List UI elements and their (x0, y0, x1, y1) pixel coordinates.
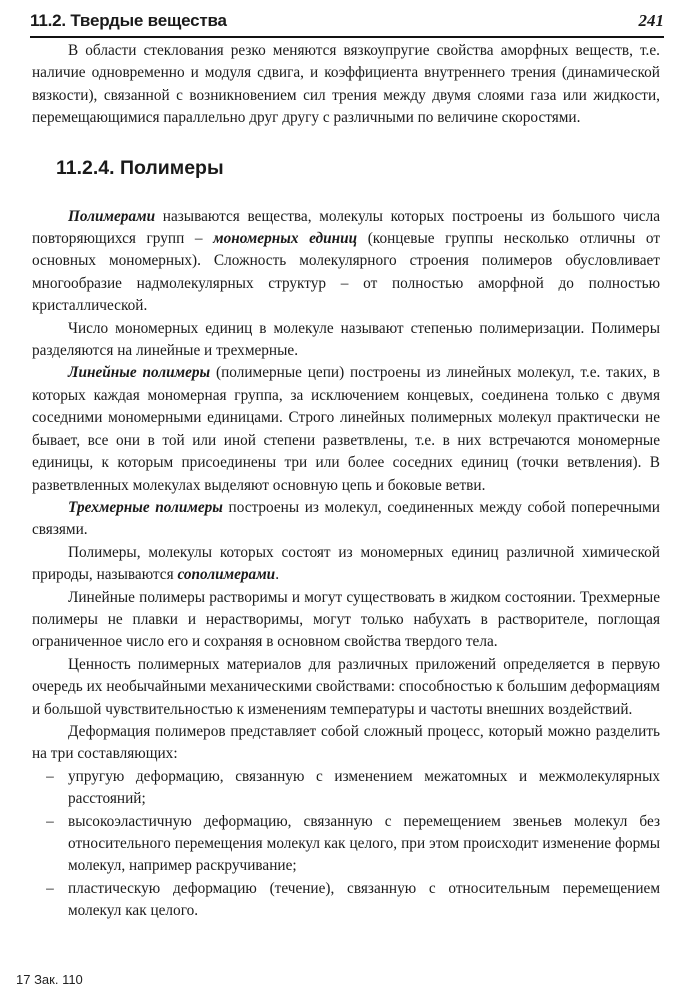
term-copolymers: сополимерами (177, 566, 276, 584)
paragraph-text: (концевые группы несколько отличны от основных мономерных). Сложность молекулярного строения полимеров обусловливает многообразие надмолекулярных структур – от полностью аморфной до полностью кристаллической. (32, 230, 660, 315)
paragraph-text: . (275, 566, 280, 584)
paragraph-polymerization-degree: Число мономерных единиц в молекуле называют степенью полимеризации. Полимеры разделяются на линейные и трехмерные. (32, 319, 660, 360)
running-title: 11.2. Твердые вещества (30, 11, 227, 30)
paragraph-solubility: Линейные полимеры растворимы и могут существовать в жидком состоянии. Трехмерные полимеры не плавки и нерастворимы, могут только набухать в растворителе, поглощая ограниченное число его и сохраняя в основном свойства твердого тела. (32, 588, 660, 651)
list-item (32, 878, 660, 923)
term-polymers: Полимерами (68, 207, 156, 225)
paragraph-polymer-definition (32, 206, 660, 318)
paragraph-text: Полимеры, молекулы которых состоят из мономерных единиц различной химической природы, называются (32, 543, 660, 584)
paragraph-copolymers (32, 542, 660, 587)
term-linear-polymers: Линейные полимеры (68, 364, 211, 382)
list-dash: – (46, 767, 54, 785)
list-item-text: упругую деформацию, связанную с изменением межатомных и межмолекулярных расстояний; (68, 767, 660, 808)
list-item-text: высокоэластичную деформацию, связанную с перемещением звеньев молекул без относительного перемещения молекул как целого, при этом происходит изменение формы молекул, например раскручивание; (68, 812, 660, 875)
paragraph-text: называются вещества, молекулы которых построены из большого числа повторяющихся групп – (32, 207, 660, 248)
paragraph-mechanical-properties: Ценность полимерных материалов для различных приложений определяется в первую очередь их необычайными механическими свойствами: способностью к большим деформациям и большой чувствительностью к изменениям температуры и частоты внешних воздействий. (32, 655, 660, 718)
running-head (30, 10, 664, 38)
paragraph-text: (полимерные цепи) построены из линейных молекул, т.е. таких, в которых каждая мономерная группа, за исключением концевых, соединена только с двумя соседними мономерными единицами. Строго линейных полимерных молекул практически не бывает, все они в той или иной степени разветвлены, т.е. в них встречаются мономерные единицы, к которым присоединены три или более соседних единиц (точки ветвления). В разветвленных молекулах выделяют основную цепь и боковые ветви. (32, 364, 660, 494)
term-3d-polymers: Трехмерные полимеры (68, 498, 223, 516)
page-number: 241 (638, 11, 664, 30)
list-item (32, 766, 660, 811)
paragraph-deformation-intro: Деформация полимеров представляет собой сложный процесс, который можно разделить на три составляющих: (32, 722, 660, 763)
list-dash: – (46, 812, 54, 830)
list-dash: – (46, 879, 54, 897)
printer-signature: 17 Зак. 110 (16, 972, 83, 987)
list-item-text: пластическую деформацию (течение), связанную с относительным перемещением молекул как целого. (68, 879, 660, 920)
section-heading: 11.2.4. Полимеры (56, 156, 224, 179)
body-text (32, 40, 660, 923)
paragraph-text: построены из молекул, соединенных между собой поперечными связями. (32, 498, 660, 539)
term-monomer-units: мономерных единиц (213, 230, 358, 248)
intro-paragraph: В области стеклования резко меняются вязкоупругие свойства аморфных веществ, т.е. наличие одновременно и модуля сдвига, и коэффициента внутреннего трения (динамической вязкости), связанной с возникновением сил трения между двумя слоями газа или жидкости, перемещающимися параллельно друг другу с различными по величине скоростями. (32, 42, 660, 127)
list-item (32, 811, 660, 878)
paragraph-linear-polymers (32, 362, 660, 496)
paragraph-3d-polymers (32, 497, 660, 542)
deformation-list (32, 766, 660, 923)
